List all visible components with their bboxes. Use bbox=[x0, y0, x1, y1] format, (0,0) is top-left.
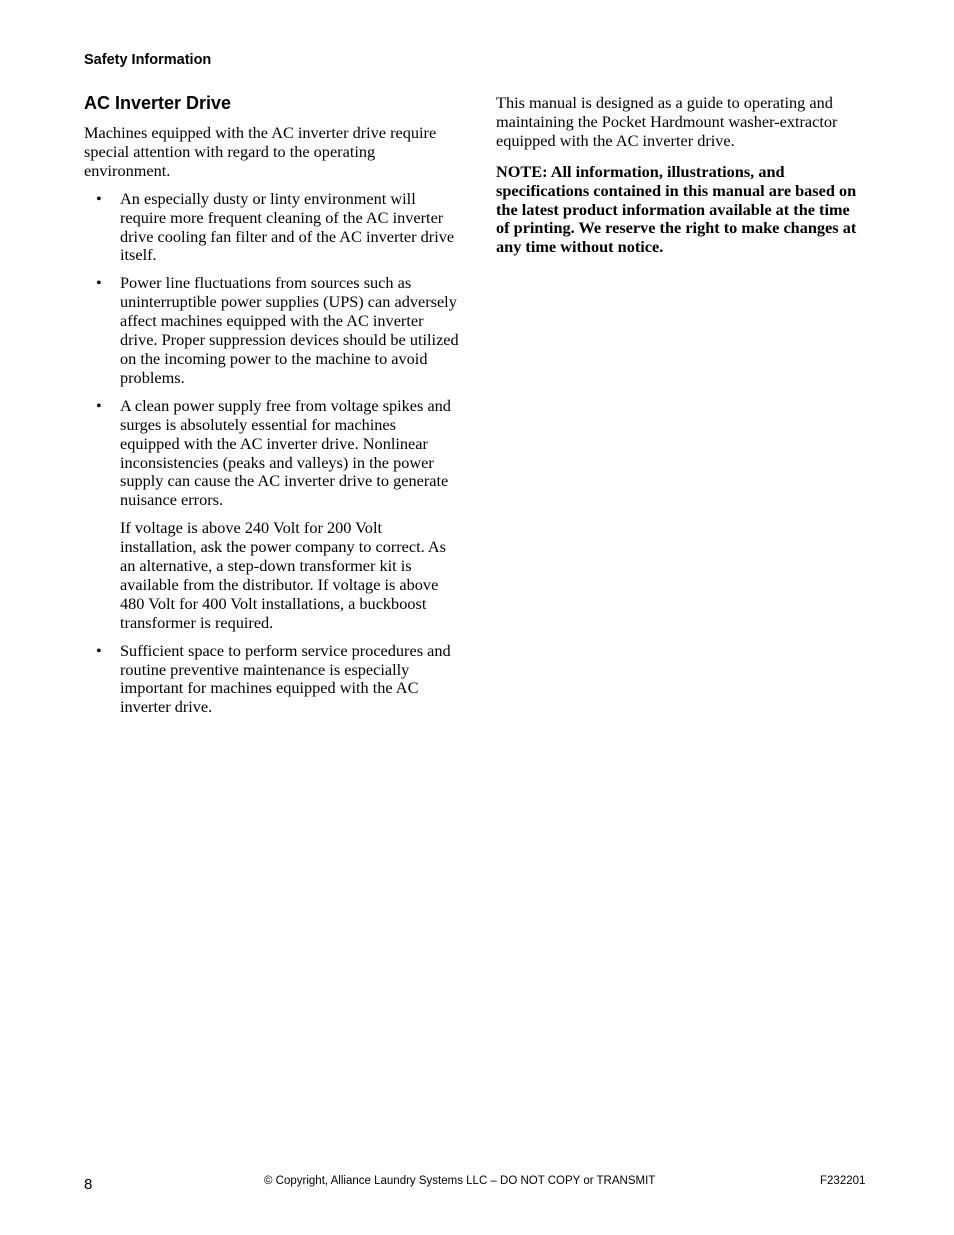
bullet-text: Sufficient space to perform service procedures and routine preventive maintenance is especially important for machines equipped with the AC inverter drive. bbox=[120, 640, 451, 717]
bullet-item bbox=[84, 190, 459, 266]
bullet-sub-paragraph: If voltage is above 240 Volt for 200 Volt installation, ask the power company to correct. As an alternative, a step-down transformer kit is available from the distributor. If voltage is above 480 Volt for 400 Volt installations, a buckboost transformer is required. bbox=[120, 518, 446, 632]
page-number: 8 bbox=[84, 1176, 93, 1193]
running-header: Safety Information bbox=[84, 52, 212, 68]
manual-purpose-paragraph: This manual is designed as a guide to operating and maintaining the Pocket Hardmount washer-extractor equipped with the AC inverter drive. bbox=[496, 93, 838, 150]
bullet-icon: • bbox=[96, 640, 102, 660]
left-column bbox=[84, 92, 459, 726]
bullet-text: An especially dusty or linty environment will require more frequent cleaning of the AC inverter drive cooling fan filter and of the AC inverter drive itself. bbox=[120, 188, 455, 265]
page-footer bbox=[0, 1174, 954, 1194]
bullet-text: A clean power supply free from voltage spikes and surges is absolutely essential for machines equipped with the AC inverter drive. Nonlinear inconsistencies (peaks and valleys) in the power supply can cause the AC inverter drive to generate nuisance errors. bbox=[120, 395, 451, 510]
bullet-icon: • bbox=[96, 395, 102, 415]
bullet-icon: • bbox=[96, 188, 102, 208]
bullet-item bbox=[84, 642, 459, 718]
bullet-icon: • bbox=[96, 273, 102, 293]
bullet-list bbox=[84, 190, 459, 718]
note-paragraph: NOTE: All information, illustrations, and specifications contained in this manual are based on the latest product information available at the time of printing. We reserve the right to make changes at any time without notice. bbox=[496, 161, 857, 257]
document-code: F232201 bbox=[820, 1175, 866, 1187]
bullet-item bbox=[84, 397, 459, 633]
bullet-text: Power line fluctuations from sources such as uninterruptible power supplies (UPS) can adversely affect machines equipped with the AC inverter drive. Proper suppression devices should be utilized on the incoming power to the machine to avoid problems. bbox=[120, 273, 459, 387]
intro-paragraph: Machines equipped with the AC inverter drive require special attention with regard to the operating environment. bbox=[84, 123, 437, 180]
bullet-item bbox=[84, 274, 459, 387]
copyright-notice: © Copyright, Alliance Laundry Systems LLC – DO NOT COPY or TRANSMIT bbox=[264, 1175, 656, 1187]
right-column bbox=[496, 94, 866, 257]
section-title: AC Inverter Drive bbox=[84, 93, 232, 113]
